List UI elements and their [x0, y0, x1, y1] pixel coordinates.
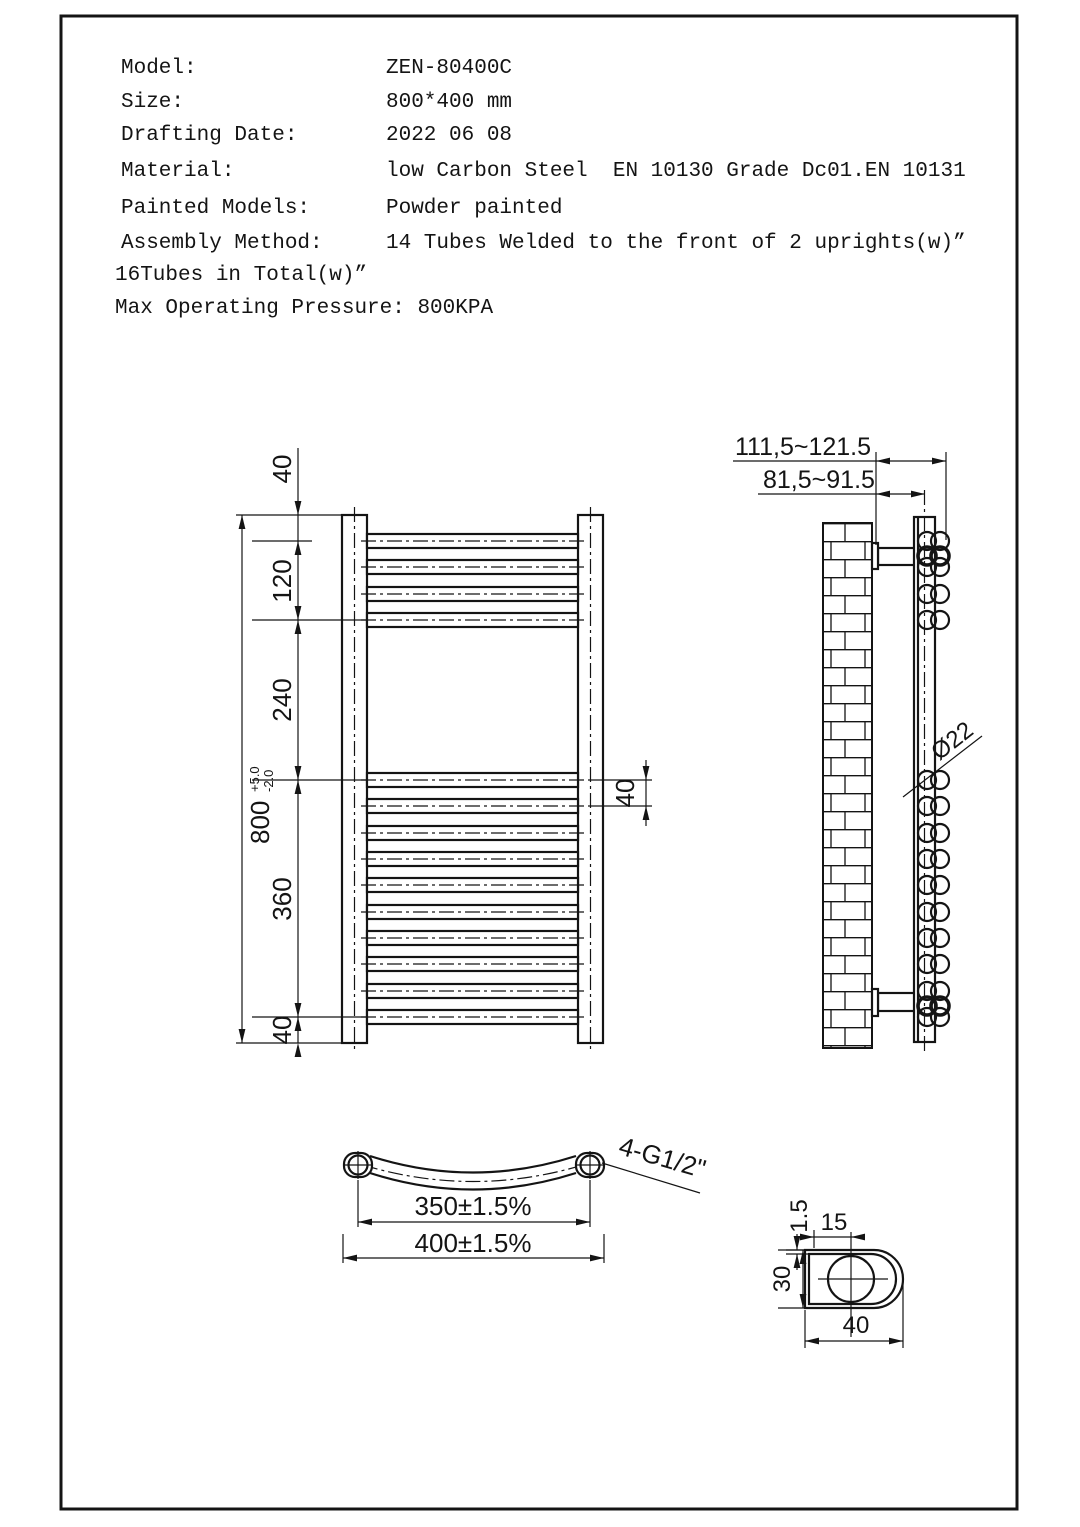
dim-section-width: 40 — [842, 1312, 870, 1339]
dim-top-group: 120 — [267, 559, 297, 603]
dim-section-height: 30 — [769, 1265, 796, 1293]
dim-tube-diameter: Ø22 — [926, 716, 979, 766]
front-tubes — [361, 534, 584, 1024]
header-value: low Carbon Steel EN 10130 Grade Dc01.EN 10131 — [386, 160, 966, 183]
dim-wall-to-axis: 81,5~91.5 — [763, 466, 875, 494]
header-value: 2022 06 08 — [386, 124, 513, 147]
detail-view — [769, 1199, 903, 1348]
dim-top-offset: 40 — [267, 454, 297, 484]
rail-top-edge — [370, 1156, 576, 1173]
header-value: 800*400 mm — [386, 91, 513, 114]
wall-brackets — [872, 543, 916, 1016]
wall-section — [823, 523, 872, 1048]
thread-label: 4-G1/2" — [615, 1130, 710, 1184]
dim-tube-pitch: 40 — [610, 778, 640, 808]
header-label: Model: — [121, 57, 197, 80]
dim-bottom-offset: 40 — [267, 1015, 297, 1045]
dim-middle-gap: 240 — [267, 678, 297, 722]
dim-hole-centers: 350±1.5% — [414, 1191, 532, 1221]
header-block — [115, 57, 966, 320]
header-value: Powder painted — [386, 197, 563, 220]
left-fitting — [344, 1151, 372, 1179]
header-label: Assembly Method: — [121, 232, 323, 255]
side-view — [733, 433, 982, 1052]
dim-wall-to-front: 111,5~121.5 — [735, 433, 872, 461]
header-value: 14 Tubes Welded to the front of 2 uprights(w)” — [386, 232, 966, 255]
header-label: Painted Models: — [121, 197, 311, 220]
dim-overall-width: 400±1.5% — [414, 1228, 532, 1258]
dim-overall-height: 800 +5.0 -2.0 — [245, 766, 276, 844]
side-arrows — [876, 458, 946, 498]
header-label: Drafting Date: — [121, 124, 298, 147]
header-continuation: 16Tubes in Total(w)” — [115, 264, 368, 287]
dim-hole-offset: 15 — [820, 1209, 848, 1236]
header-pressure: Max Operating Pressure: 800KPA — [115, 297, 494, 320]
front-view — [236, 448, 652, 1057]
header-value: ZEN-80400C — [386, 57, 513, 80]
dim-wall-thickness: 1.5 — [786, 1199, 813, 1233]
dim-bottom-group: 360 — [267, 877, 297, 921]
header-label: Size: — [121, 91, 185, 114]
header-label: Material: — [121, 160, 235, 183]
right-fitting — [576, 1151, 604, 1179]
top-view — [343, 1131, 709, 1263]
